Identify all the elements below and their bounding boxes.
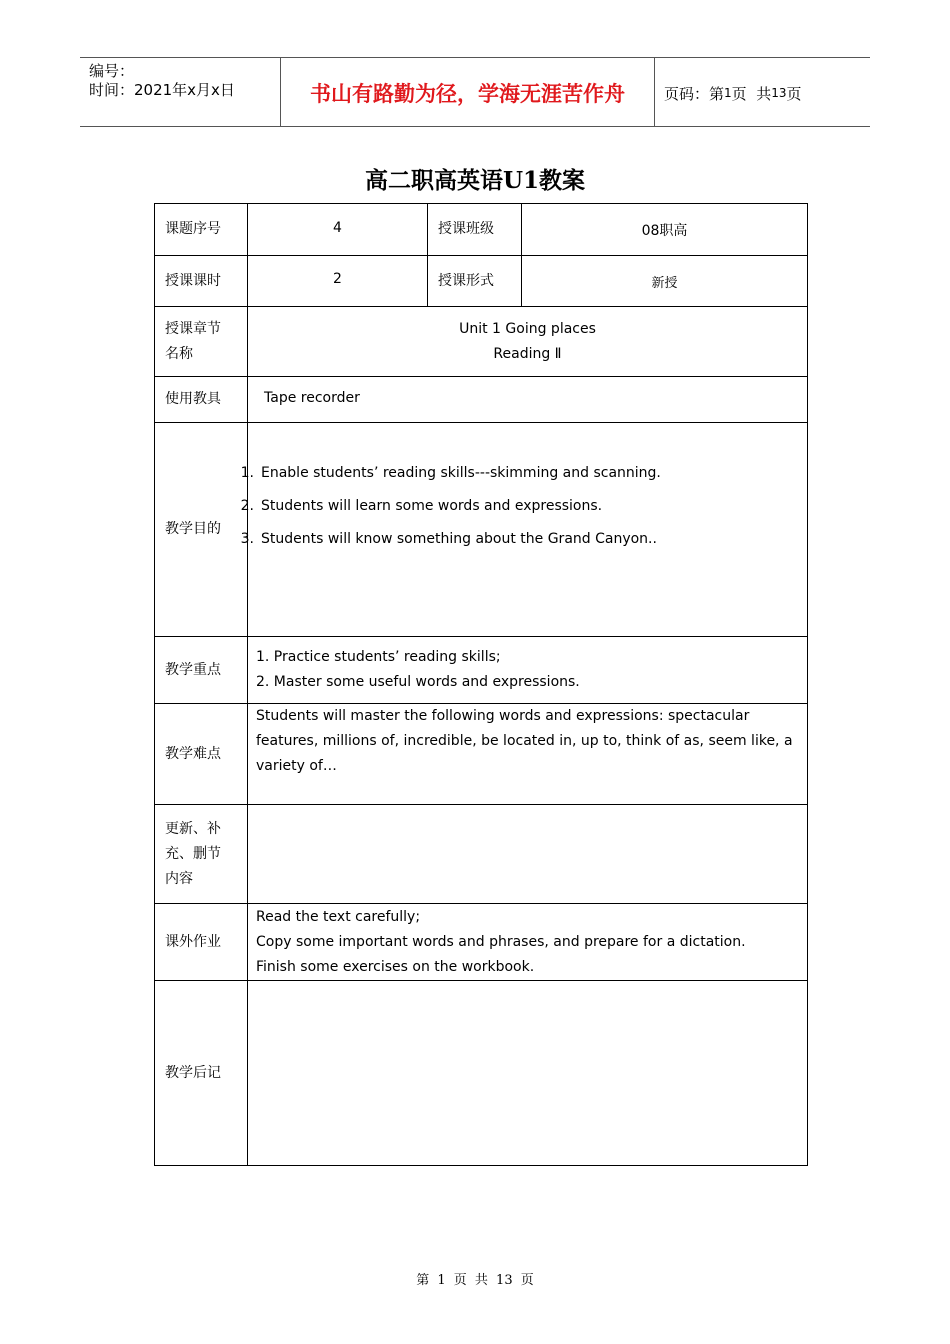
page-header (80, 57, 870, 127)
updates-label-line1: 更新、补 (165, 820, 221, 837)
updates-label (155, 805, 248, 904)
objective-text: Enable students’ reading skills---skimming and scanning. (261, 465, 661, 481)
updates-value (248, 805, 808, 904)
updates-label-line3: 内容 (165, 870, 193, 887)
periods-value: 2 (248, 256, 428, 307)
table-row (155, 805, 808, 904)
objective-number: 1. (240, 465, 254, 481)
class-value: 08职高 (522, 204, 808, 256)
lesson-type-label: 授课形式 (428, 256, 522, 307)
serial-label: 编号： (89, 62, 135, 80)
homework-line-2: Copy some important words and phrases, and prepare for a dictation. (256, 933, 746, 950)
document-title: 高二职高英语U1教案 (364, 167, 586, 194)
homework-value (248, 904, 808, 981)
header-motto: 书山有路勤为径，学海无涯苦作舟 (281, 58, 655, 126)
list-item (240, 531, 657, 547)
page-prefix: 页码：第 (664, 84, 725, 103)
table-row (155, 637, 808, 704)
keypoints-value (248, 637, 808, 704)
class-label: 授课班级 (428, 204, 522, 256)
lesson-type-value: 新授 (522, 256, 808, 307)
chapter-value (248, 307, 808, 377)
objectives-list (240, 423, 807, 635)
reflection-label: 教学后记 (155, 981, 248, 1166)
homework-line-3: Finish some exercises on the workbook. (256, 958, 535, 975)
periods-label: 授课课时 (155, 256, 248, 307)
page-footer: 第 1 页 共 13 页 (416, 1273, 534, 1288)
updates-label-line2: 充、删节 (165, 845, 221, 862)
table-row (155, 904, 808, 981)
table-row (155, 204, 808, 256)
homework-line-1: Read the text carefully; (256, 908, 421, 925)
lesson-number-label: 课题序号 (155, 204, 248, 256)
page-current: 1 (724, 86, 732, 100)
objectives-label: 教学目的 (155, 423, 248, 637)
lesson-plan-table (154, 203, 808, 1166)
objective-number: 2. (240, 498, 254, 514)
page-suffix: 页 (786, 84, 802, 103)
chapter-unit: Unit 1 Going places (459, 320, 596, 337)
table-row (155, 981, 808, 1166)
keypoint-2: 2. Master some useful words and expressions. (256, 674, 580, 690)
table-row (155, 256, 808, 307)
keypoints-label: 教学重点 (155, 637, 248, 704)
chapter-label (155, 307, 248, 377)
reflection-value (248, 981, 808, 1166)
chapter-label-line2: 名称 (165, 345, 193, 362)
tools-label: 使用教具 (155, 377, 248, 423)
chapter-section: Reading Ⅱ (493, 345, 562, 362)
difficulties-value: Students will master the following words and expressions: spectacular features, millions of, incredible, be located in, up to, think of as, seem like, a variety of… (248, 704, 808, 805)
table-row (155, 307, 808, 377)
homework-label: 课外作业 (155, 904, 248, 981)
page-total: 13 (771, 86, 787, 100)
table-row (155, 377, 808, 423)
table-row (155, 704, 808, 805)
time-label: 时间：2021年x月x日 (89, 81, 235, 99)
objective-text: Students will know something about the Grand Canyon.. (261, 531, 657, 547)
page-mid: 页 共 (731, 84, 772, 103)
objective-text: Students will learn some words and expressions. (261, 498, 603, 514)
header-page-info (655, 58, 870, 126)
list-item (240, 498, 603, 514)
list-item (240, 465, 661, 481)
table-row (155, 423, 808, 637)
keypoint-1: 1. Practice students’ reading skills; (256, 649, 501, 665)
difficulties-label: 教学难点 (155, 704, 248, 805)
header-meta (80, 58, 281, 126)
objective-number: 3. (240, 531, 254, 547)
tools-value: Tape recorder (248, 377, 808, 423)
lesson-number-value: 4 (248, 204, 428, 256)
objectives-cell (240, 423, 808, 637)
chapter-label-line1: 授课章节 (165, 320, 221, 337)
